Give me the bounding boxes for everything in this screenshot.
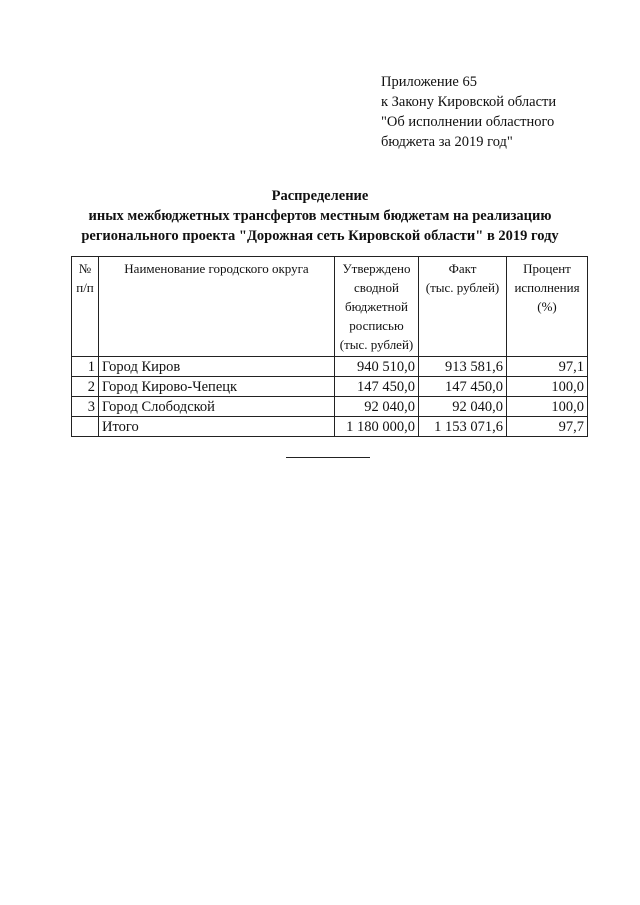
percent-value: 100,0: [507, 397, 588, 417]
table-total-row: [72, 417, 588, 437]
row-number: [72, 417, 99, 437]
annex-line-2: к Закону Кировской области: [381, 94, 557, 110]
table-row: [72, 377, 588, 397]
title-line-3: регионального проекта "Дорожная сеть Кировской области" в 2019 году: [81, 228, 559, 244]
header-approved-line: бюджетной: [345, 299, 408, 314]
approved-value: 92 040,0: [335, 397, 419, 417]
fact-value: 147 450,0: [419, 377, 507, 397]
closing-divider: [286, 457, 370, 458]
header-number-line: п/п: [76, 280, 94, 295]
total-approved-value: 1 180 000,0: [335, 417, 419, 437]
annex-line-4: бюджета за 2019 год": [381, 134, 513, 150]
header-number-line: №: [78, 261, 92, 276]
fact-value: 913 581,6: [419, 357, 507, 377]
fact-value: 92 040,0: [419, 397, 507, 417]
header-approved-line: росписью: [349, 318, 404, 333]
district-name: Город Кирово-Чепецк: [99, 377, 335, 397]
header-district-name: [99, 257, 335, 357]
table-row: [72, 357, 588, 377]
row-number: 2: [72, 377, 99, 397]
header-percent-line: исполнения: [514, 280, 580, 295]
header-approved-line: (тыс. рублей): [339, 337, 414, 352]
approved-value: 940 510,0: [335, 357, 419, 377]
district-name: Город Киров: [99, 357, 335, 377]
header-fact-line: (тыс. рублей): [425, 280, 500, 295]
header-approved-line: сводной: [354, 280, 399, 295]
document-title: [0, 186, 640, 246]
transfers-table: [71, 256, 588, 437]
title-line-1: Распределение: [271, 188, 369, 204]
total-label: Итого: [99, 417, 335, 437]
approved-value: 147 450,0: [335, 377, 419, 397]
header-percent: [507, 257, 588, 357]
annex-line-3: "Об исполнении областного: [381, 114, 555, 130]
annex-reference: [381, 72, 631, 152]
header-fact: [419, 257, 507, 357]
percent-value: 100,0: [507, 377, 588, 397]
row-number: 1: [72, 357, 99, 377]
annex-line-1: Приложение 65: [381, 74, 477, 90]
header-number: [72, 257, 99, 357]
district-name: Город Слободской: [99, 397, 335, 417]
header-fact-line: Факт: [448, 261, 477, 276]
percent-value: 97,1: [507, 357, 588, 377]
row-number: 3: [72, 397, 99, 417]
total-fact-value: 1 153 071,6: [419, 417, 507, 437]
total-percent-value: 97,7: [507, 417, 588, 437]
table-row: [72, 397, 588, 417]
header-percent-line: (%): [537, 299, 557, 314]
header-approved: [335, 257, 419, 357]
title-line-2: иных межбюджетных трансфертов местным бюджетам на реализацию: [88, 208, 552, 224]
table-header-row: [72, 257, 588, 357]
header-approved-line: Утверждено: [342, 261, 411, 276]
header-percent-line: Процент: [523, 261, 571, 276]
header-district-name-text: Наименование городского округа: [124, 261, 309, 276]
